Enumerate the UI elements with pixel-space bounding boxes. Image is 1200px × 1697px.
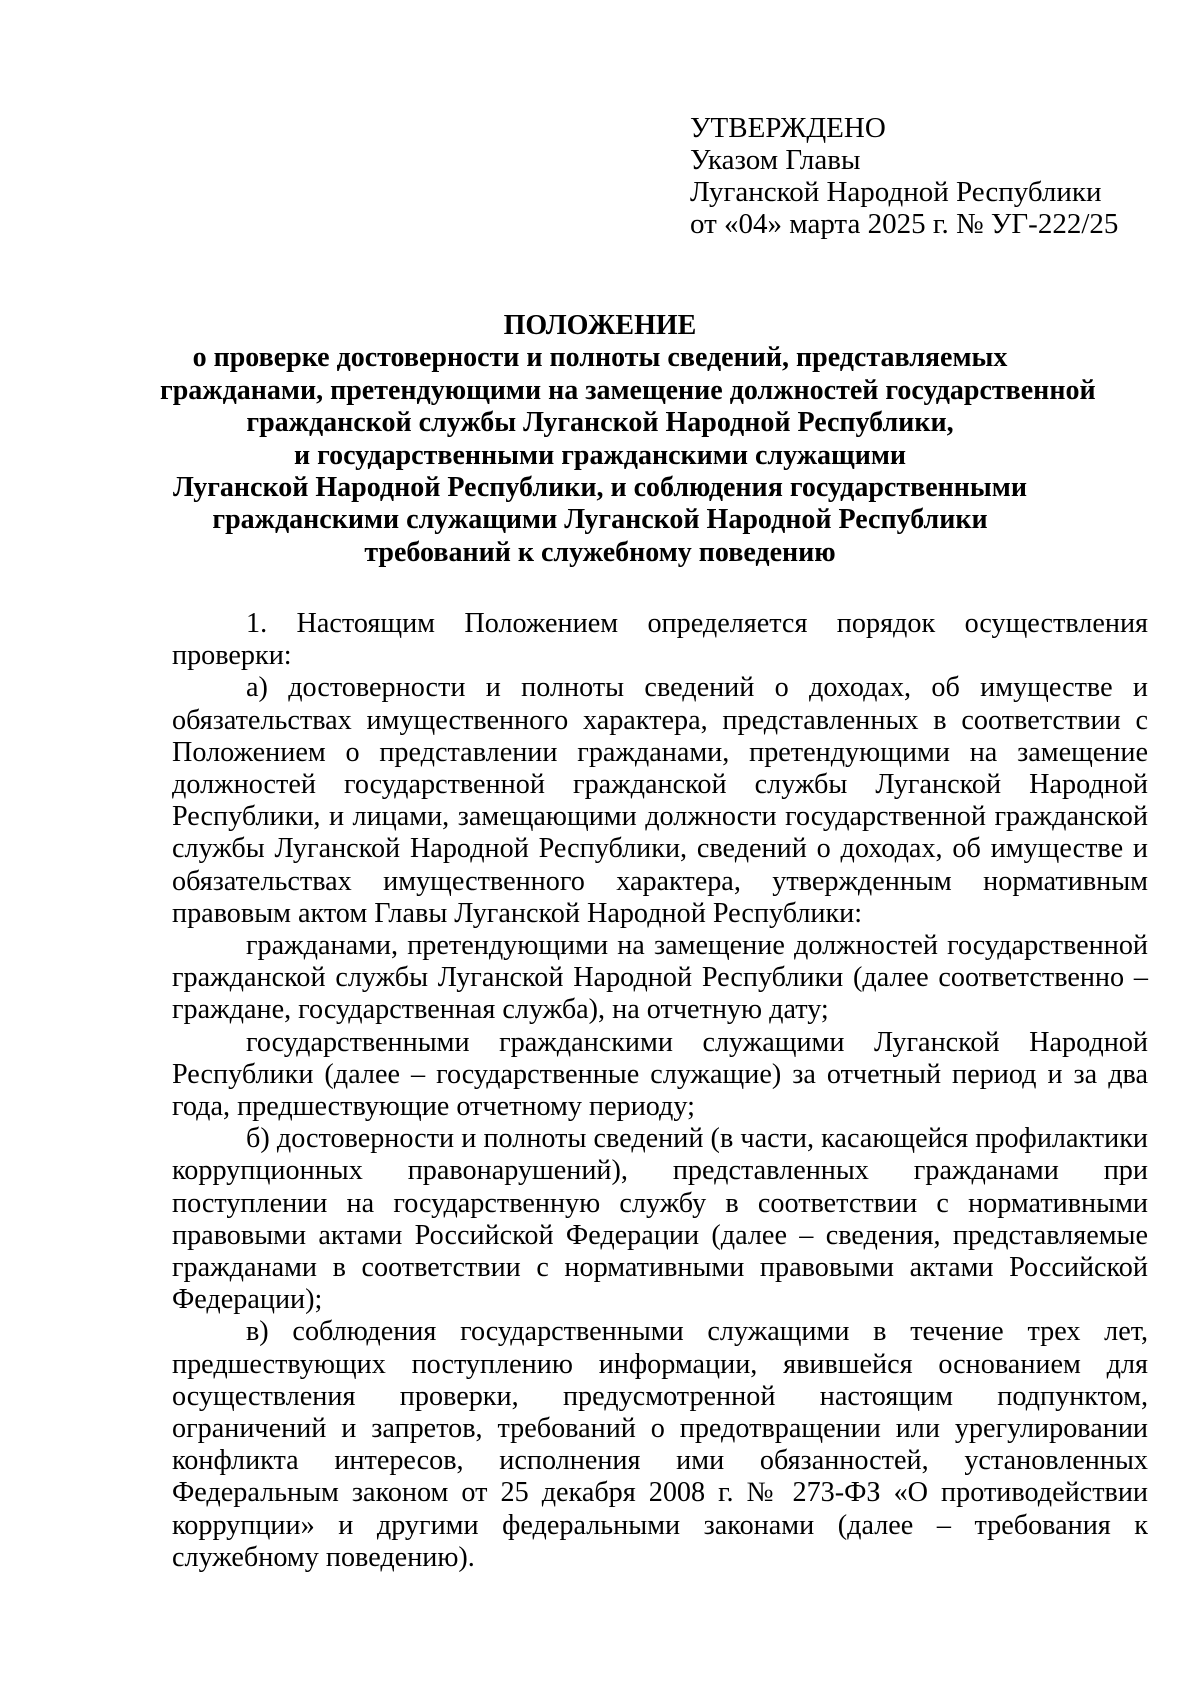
paragraph-1: 1. Настоящим Положением определяется порядок осуществления проверки: — [172, 608, 1148, 672]
paragraph-1b: б) достоверности и полноты сведений (в части, касающейся профилактики коррупционных правонарушений), представленных гражданами при поступлении на государственную службу в соответствии с нормативными правовыми актами Российской Федерации (далее – сведения, представляемые гражданами в соответствии с нормативными правовыми актами Российской Федерации); — [172, 1123, 1148, 1316]
approval-stamp — [690, 112, 1118, 240]
title-line: гражданской службы Луганской Народной Республики, — [246, 407, 954, 439]
paragraph-1a-citizens: гражданами, претендующими на замещение должностей государственной гражданской службы Луганской Народной Республики (далее соответственно – граждане, государственная служба), на отчетную дату; — [172, 930, 1148, 1026]
title-line: требований к служебному поведению — [364, 536, 836, 568]
title-line: Луганской Народной Республики, и соблюдения государственными — [173, 472, 1027, 504]
approval-line-decree: Указом Главы — [690, 144, 861, 176]
title-line: и государственными гражданскими служащими — [293, 439, 907, 471]
paragraph-1v: в) соблюдения государственными служащими в течение трех лет, предшествующих поступлению информации, явившейся основанием для осуществления проверки, предусмотренной настоящим подпунктом, ограничений и запретов, требований о предотвращении или урегулировании конфликта интересов, исполнения ими обязанностей, установленных Федеральным законом от 25 декабря 2008 г. № 273-ФЗ «О противодействии коррупции» и другими федеральными законами (далее – требования к служебному поведению). — [172, 1316, 1148, 1573]
title-line: гражданами, претендующими на замещение должностей государственной — [160, 374, 1096, 406]
paragraph-1a: а) достоверности и полноты сведений о доходах, об имуществе и обязательствах имущественного характера, представленных в соответствии с Положением о представлении гражданами, претендующими на замещение должностей государственной гражданской службы Луганской Народной Республики, и лицами, замещающими должности государственной гражданской службы Луганской Народной Республики, сведений о доходах, об имуществе и обязательствах имущественного характера, утвержденным нормативным правовым актом Главы Луганской Народной Республики: — [172, 672, 1148, 929]
title-line: гражданскими служащими Луганской Народной Республики — [212, 504, 988, 536]
document-title — [160, 310, 1096, 569]
title-heading: ПОЛОЖЕНИЕ — [503, 310, 697, 341]
title-line: о проверке достоверности и полноты сведений, представляемых — [192, 342, 1008, 374]
paragraph-1a-servants: государственными гражданскими служащими Луганской Народной Республики (далее – государственные служащие) за отчетный период и за два года, предшествующие отчетному периоду; — [172, 1026, 1148, 1123]
approval-line-approved: УТВЕРЖДЕНО — [690, 112, 886, 144]
approval-line-date-number: от «04» марта 2025 г. № УГ-222/25 — [690, 208, 1119, 240]
document-body — [172, 608, 1148, 1574]
approval-line-republic: Луганской Народной Республики — [690, 176, 1102, 208]
